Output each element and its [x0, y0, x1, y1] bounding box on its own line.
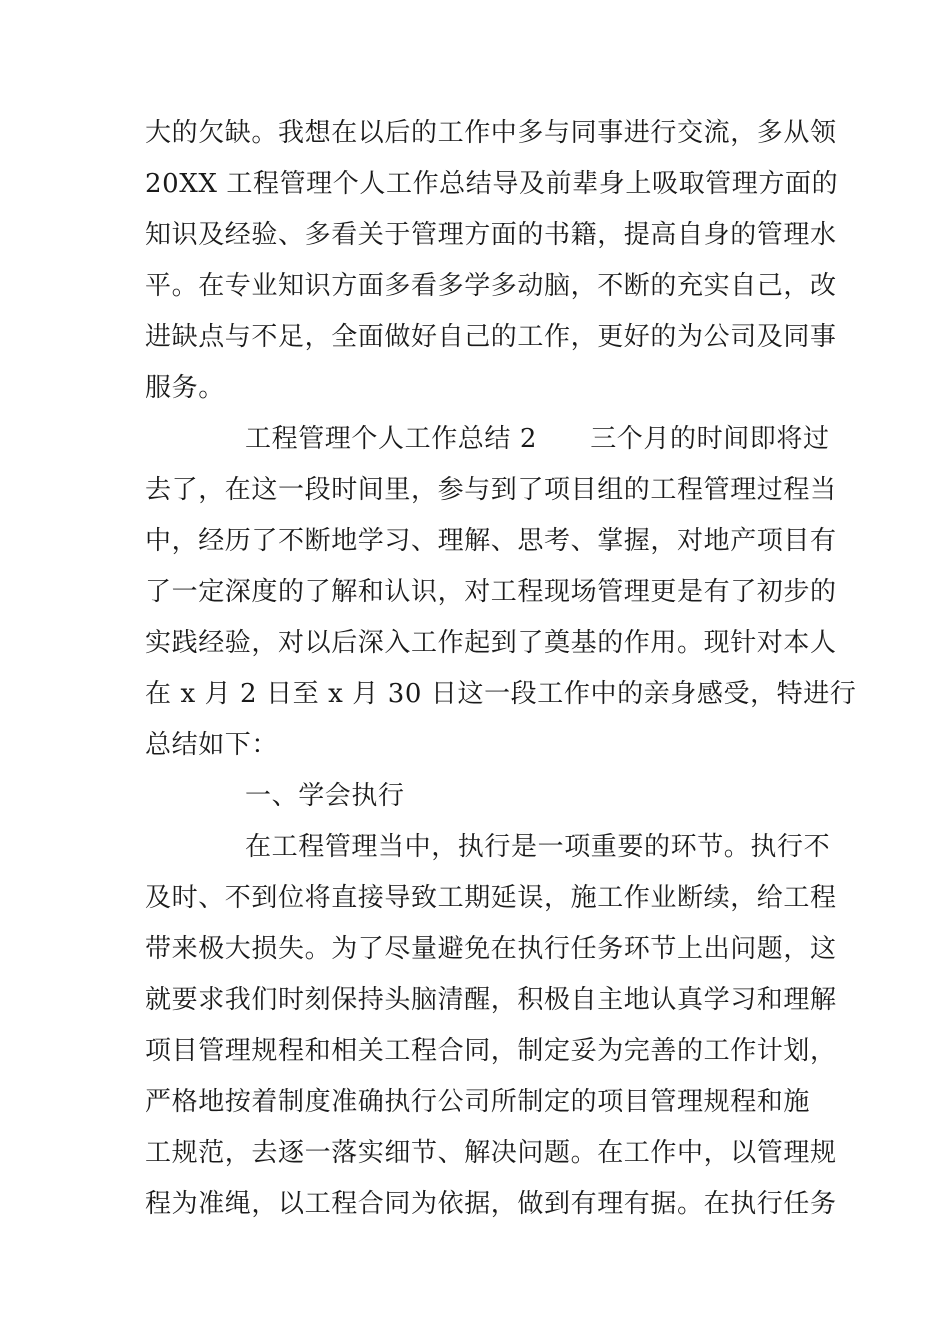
- text-line: 知识及经验、多看关于管理方面的书籍，提高自身的管理水: [145, 220, 837, 250]
- text-line: 及时、不到位将直接导致工期延误，施工作业断续，给工程: [145, 883, 837, 913]
- text-line: 服务。: [145, 373, 225, 403]
- text-line: 就要求我们时刻保持头脑清醒，积极自主地认真学习和理解: [145, 985, 837, 1015]
- text-line: 20XX 工程管理个人工作总结导及前辈身上吸取管理方面的: [145, 169, 839, 199]
- text-line: 程为准绳，以工程合同为依据，做到有理有据。在执行任务: [145, 1189, 837, 1219]
- section-heading-line: 工程管理个人工作总结 2 三个月的时间即将过: [245, 424, 830, 454]
- text-line: 严格地按着制度准确执行公司所制定的项目管理规程和施: [145, 1087, 811, 1117]
- text-line: 中，经历了不断地学习、理解、思考、掌握，对地产项目有: [145, 526, 837, 556]
- text-line: 去了，在这一段时间里，参与到了项目组的工程管理过程当: [145, 475, 837, 505]
- text-line: 平。在专业知识方面多看多学多动脑，不断的充实自己，改: [145, 271, 837, 301]
- subheading-line: 一、学会执行: [245, 781, 405, 811]
- text-line: 在工程管理当中，执行是一项重要的环节。执行不: [245, 832, 831, 862]
- text-line: 大的欠缺。我想在以后的工作中多与同事进行交流，多从领: [145, 118, 837, 148]
- text-line: 在 x 月 2 日至 x 月 30 日这一段工作中的亲身感受，特进行: [145, 679, 857, 709]
- text-line: 了一定深度的了解和认识，对工程现场管理更是有了初步的: [145, 577, 837, 607]
- text-line: 实践经验，对以后深入工作起到了奠基的作用。现针对本人: [145, 628, 837, 658]
- text-line: 项目管理规程和相关工程合同，制定妥为完善的工作计划，: [145, 1036, 837, 1066]
- text-line: 总结如下：: [145, 730, 279, 760]
- text-line: 带来极大损失。为了尽量避免在执行任务环节上出问题，这: [145, 934, 837, 964]
- text-line: 工规范，去逐一落实细节、解决问题。在工作中，以管理规: [145, 1138, 837, 1168]
- text-line: 进缺点与不足，全面做好自己的工作，更好的为公司及同事: [145, 322, 837, 352]
